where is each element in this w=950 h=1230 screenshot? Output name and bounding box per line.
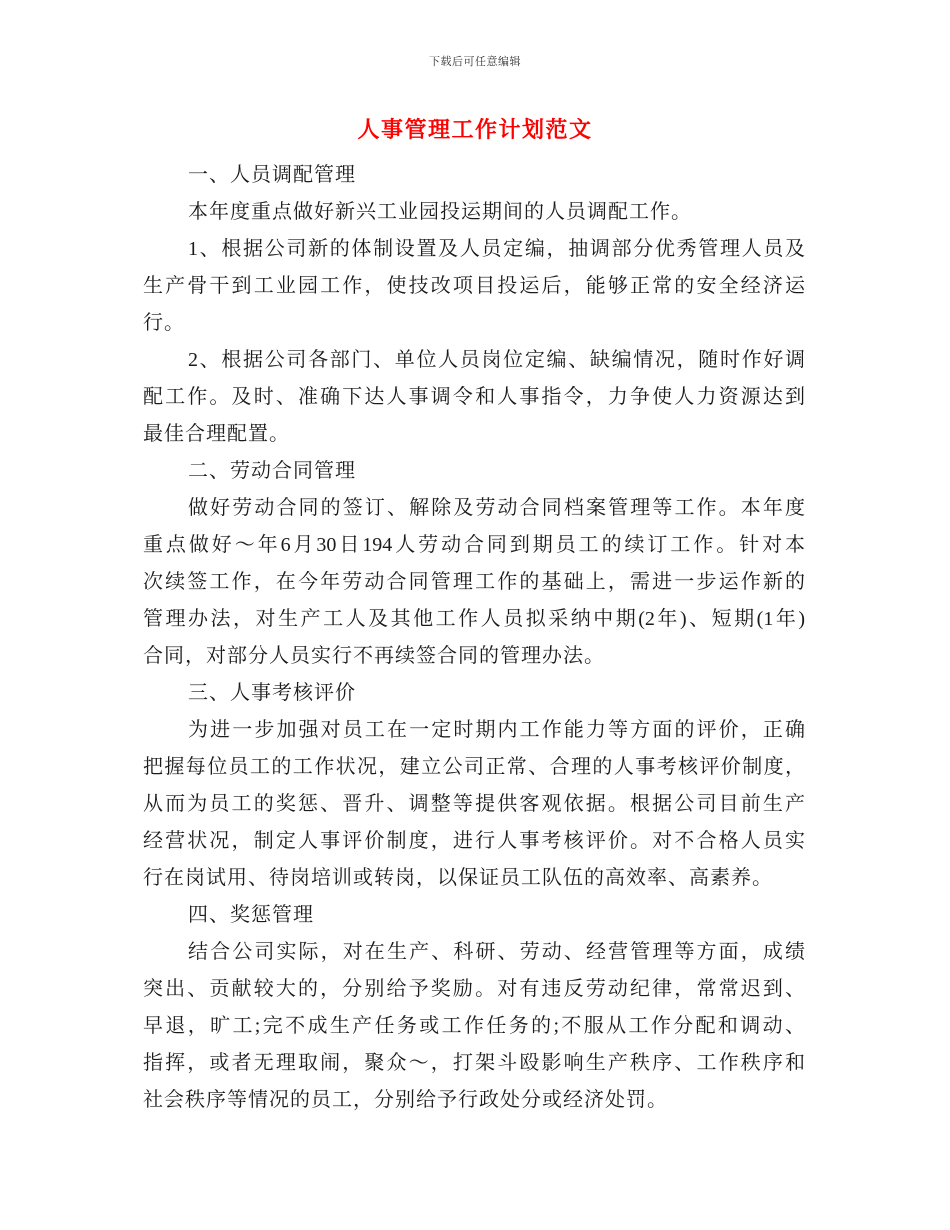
section-heading [143, 453, 805, 490]
paragraph-line: 次续签工作，在今年劳动合同管理工作的基础上，需进一步运作新的 [143, 571, 805, 593]
section-heading-text: 一、人员调配管理 [188, 164, 356, 186]
paragraph-line: 经营状况，制定人事评价制度，进行人事考核评价。对不合格人员实 [143, 830, 805, 852]
paragraph-line: 合同，对部分人员实行不再续签合同的管理办法。 [143, 645, 605, 667]
section-heading-text: 三、人事考核评价 [188, 682, 356, 704]
document-title: 人事管理工作计划范文 [357, 117, 593, 142]
paragraph-line: 为进一步加强对员工在一定时期内工作能力等方面的评价，正确 [188, 719, 805, 741]
paragraph [143, 490, 805, 675]
section-heading-text: 二、劳动合同管理 [188, 460, 356, 482]
paragraph-line: 做好劳动合同的签订、解除及劳动合同档案管理等工作。本年度 [188, 497, 805, 519]
paragraph-line: 配工作。及时、准确下达人事调令和人事指令，力争使人力资源达到 [143, 386, 805, 408]
paragraph-line: 管理办法，对生产工人及其他工作人员拟采纳中期(2年)、短期(1年) [143, 608, 805, 630]
document-body [143, 157, 805, 1119]
paragraph [143, 342, 805, 453]
paragraph-line: 突出、贡献较大的，分别给予奖励。对有违反劳动纪律，常常迟到、 [143, 978, 805, 1000]
section-heading [143, 157, 805, 194]
paragraph-line: 行。 [143, 312, 185, 334]
paragraph-line: 指挥，或者无理取闹，聚众～，打架斗殴影响生产秩序、工作秩序和 [143, 1052, 805, 1074]
paragraph-line: 重点做好～年6月30日194人劳动合同到期员工的续订工作。针对本 [143, 534, 805, 556]
page-header: 下载后可任意编辑 [429, 56, 521, 68]
paragraph [143, 231, 805, 342]
paragraph-line: 早退，旷工;完不成生产任务或工作任务的;不服从工作分配和调动、 [143, 1015, 805, 1037]
section-heading-text: 四、奖惩管理 [188, 904, 314, 926]
section-heading [143, 897, 805, 934]
paragraph-line: 结合公司实际，对在生产、科研、劳动、经营管理等方面，成绩 [188, 941, 805, 963]
paragraph [143, 934, 805, 1119]
paragraph-line: 本年度重点做好新兴工业园投运期间的人员调配工作。 [188, 201, 692, 223]
paragraph-line: 2、根据公司各部门、单位人员岗位定编、缺编情况，随时作好调 [188, 349, 805, 371]
paragraph-line: 把握每位员工的工作状况，建立公司正常、合理的人事考核评价制度， [143, 756, 805, 778]
paragraph-line: 1、根据公司新的体制设置及人员定编，抽调部分优秀管理人员及 [188, 238, 805, 260]
paragraph-line: 行在岗试用、待岗培训或转岗，以保证员工队伍的高效率、高素养。 [143, 867, 773, 889]
paragraph [143, 194, 805, 231]
paragraph-line: 最佳合理配置。 [143, 423, 290, 445]
paragraph-line: 生产骨干到工业园工作，使技改项目投运后，能够正常的安全经济运 [143, 275, 805, 297]
paragraph-line: 从而为员工的奖惩、晋升、调整等提供客观依据。根据公司目前生产 [143, 793, 805, 815]
paragraph [143, 712, 805, 897]
paragraph-line: 社会秩序等情况的员工，分别给予行政处分或经济处罚。 [143, 1089, 668, 1111]
section-heading [143, 675, 805, 712]
